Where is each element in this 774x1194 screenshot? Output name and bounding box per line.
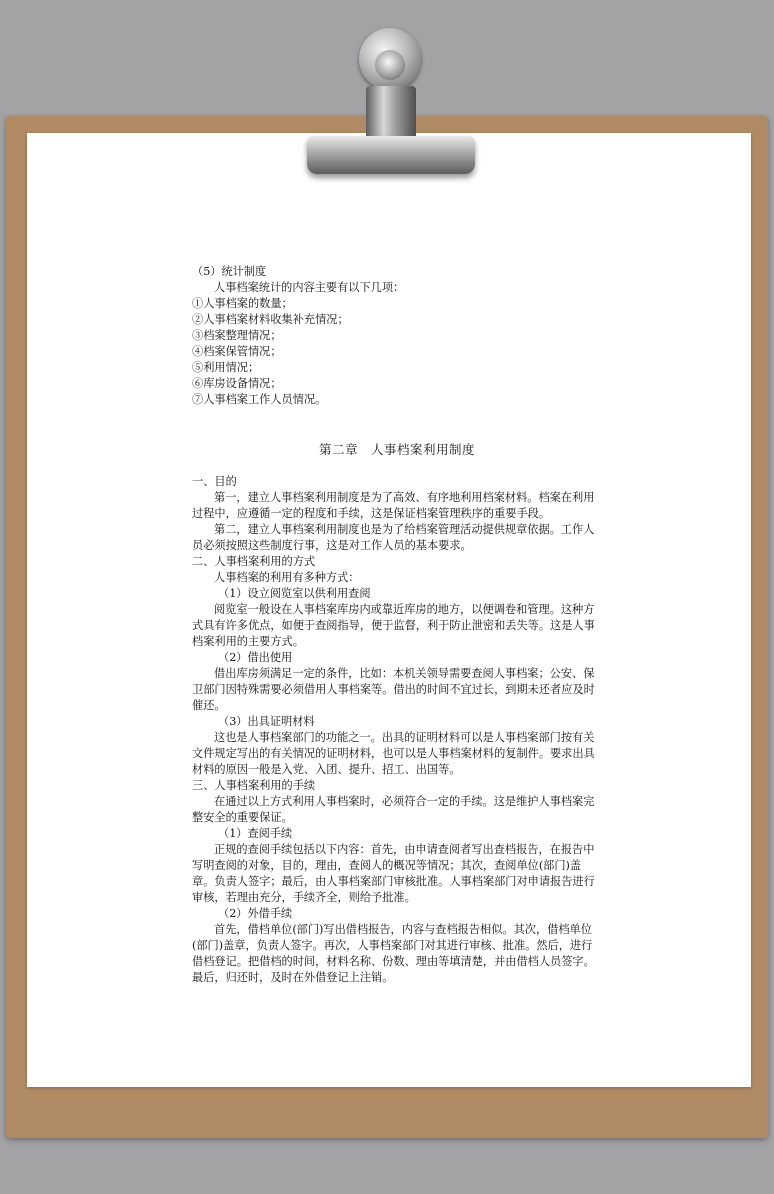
paragraph: 第二，建立人事档案利用制度也是为了给档案管理活动提供规章依据。工作人员必须按照这些制度行事，这是对工作人员的基本要求。: [192, 523, 595, 552]
clip-arm: [366, 86, 416, 142]
paragraph: 在通过以上方式利用人事档案时，必须符合一定的手续。这是维护人事档案完整安全的重要保证。: [192, 795, 595, 824]
subsection-heading: （2）外借手续: [218, 907, 293, 920]
list-item: ②人事档案材料收集补充情况；: [192, 313, 349, 326]
list-item: ⑤利用情况；: [192, 361, 260, 374]
list-item: ③档案整理情况；: [192, 329, 282, 342]
paragraph: 第一，建立人事档案利用制度是为了高效、有序地利用档案材料。档案在利用过程中，应遵循一定的程度和手续，这是保证档案管理秩序的重要手段。: [192, 491, 595, 520]
paragraph: 人事档案统计的内容主要有以下几项：: [214, 281, 405, 294]
paragraph: 人事档案的利用有多种方式：: [214, 571, 360, 584]
list-item: ④档案保管情况；: [192, 345, 282, 358]
paragraph: 借出库房须满足一定的条件，比如：本机关领导需要查阅人事档案；公安、保卫部门因特殊需要必须借用人事档案等。借出的时间不宜过长，到期未还者应及时催还。: [192, 667, 595, 712]
subsection-heading: （1）查阅手续: [218, 827, 293, 840]
section-heading: （5）统计制度: [192, 265, 267, 278]
section-heading: 一、目的: [192, 475, 237, 488]
clip-base: [307, 136, 475, 174]
chapter-title: 第二章 人事档案利用制度: [318, 442, 475, 457]
list-item: ⑥库房设备情况；: [192, 377, 282, 390]
paragraph: 这也是人事档案部门的功能之一。出具的证明材料可以是人事档案部门按有关文件规定写出的有关情况的证明材料，也可以是人事档案材料的复制件。要求出具材料的原因一般是入党、入团、提升、招工、出国等。: [192, 731, 595, 776]
list-item: ⑦人事档案工作人员情况。: [192, 393, 327, 406]
subsection-heading: （3）出具证明材料: [218, 715, 315, 728]
subsection-heading: （2）借出使用: [218, 651, 293, 664]
section-heading: 二、人事档案利用的方式: [192, 555, 316, 568]
paragraph: 正规的查阅手续包括以下内容：首先，由申请查阅者写出查档报告，在报告中写明查阅的对象，目的，理由，查阅人的概况等情况；其次，查阅单位(部门)盖章。负责人签字；最后，由人事档案部门审核批准。人事档案部门对申请报告进行审核，若理由充分，手续齐全，则给予批准。: [192, 843, 595, 904]
clip-hole: [375, 50, 405, 80]
paragraph: 首先，借档单位(部门)写出借档报告，内容与查档报告相似。其次，借档单位(部门)盖章，负责人签字。再次，人事档案部门对其进行审核、批准。然后，进行借档登记。把借档的时间，材料名称、份数、理由等填清楚，并由借档人员签字。最后，归还时，及时在外借登记上注销。: [192, 923, 595, 984]
list-item: ①人事档案的数量；: [192, 297, 293, 310]
section-heading: 三、人事档案利用的手续: [192, 779, 316, 792]
paragraph: 阅览室一般设在人事档案库房内或靠近库房的地方，以便调卷和管理。这种方式具有许多优点，如便于查阅指导，便于监督，利于防止泄密和丢失等。这是人事档案利用的主要方式。: [192, 603, 595, 648]
subsection-heading: （1）设立阅览室以供利用查阅: [218, 587, 371, 600]
document-body: [192, 264, 602, 986]
